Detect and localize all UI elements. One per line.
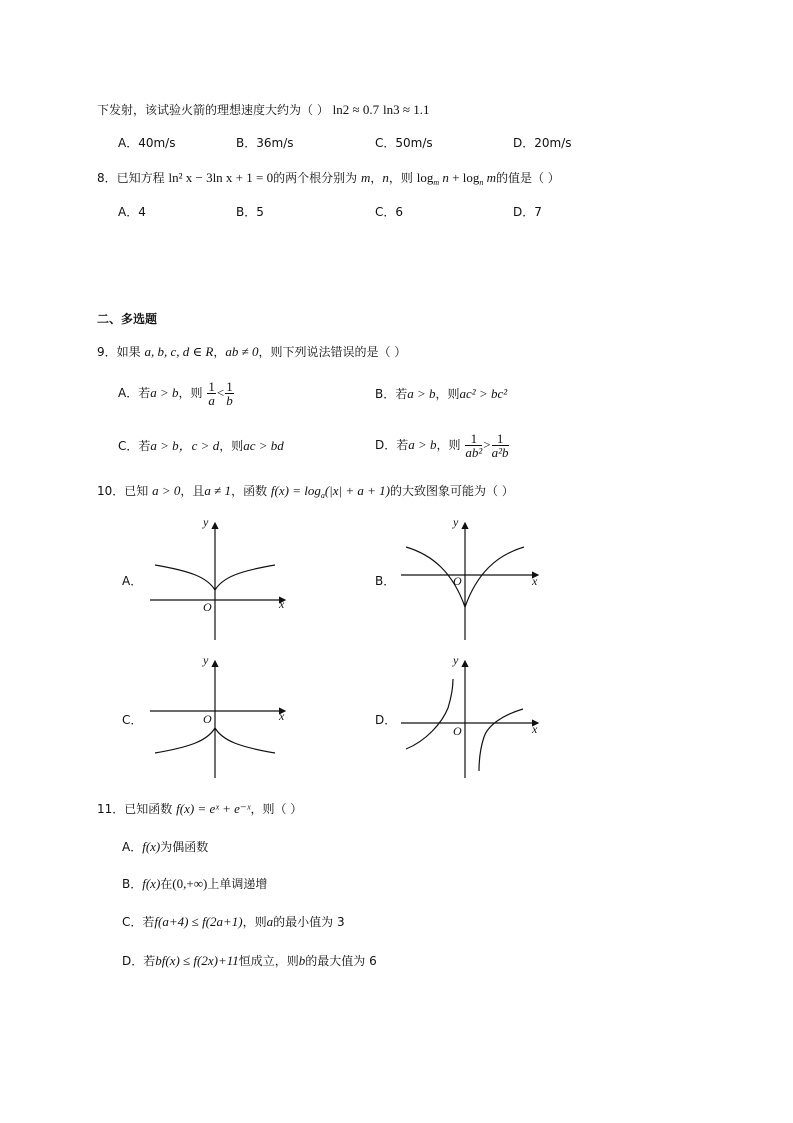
q7-option-c[interactable]: C．50m/s [375, 136, 433, 150]
y-label: y [453, 653, 459, 667]
x-label: x [532, 722, 538, 736]
q9-c-expr: ac > bd [243, 438, 284, 453]
q11-number: 11． [97, 802, 125, 816]
q8-var-m: m [360, 170, 371, 185]
q9-option-b[interactable]: B．若a > b，则ac² > bc² [375, 386, 508, 401]
q11-option-b[interactable]: B．f(x)在(0,+∞)上单调递增 [122, 876, 268, 891]
q10-number: 10． [97, 484, 125, 498]
q9-b-expr: ac² > bc² [459, 386, 508, 401]
x-label: x [532, 574, 538, 588]
q9-option-c[interactable]: C．若a > b，c > d，则ac > bd [118, 438, 284, 453]
q11-option-d[interactable]: D．若bf(x) ≤ f(2x)+11恒成立，则b的最大值为 6 [122, 953, 377, 968]
q9-suffix: ，则下列说法错误的是（ ） [258, 345, 407, 359]
q8-option-d[interactable]: D．7 [513, 205, 542, 219]
q11-option-c[interactable]: C．若f(a+4) ≤ f(2a+1)，则a的最小值为 3 [122, 914, 345, 929]
q7-ref-ln3: ln3 ≈ 1.1 [382, 102, 430, 117]
q10-option-d-label[interactable]: D． [375, 713, 397, 727]
curve-right [479, 709, 523, 771]
origin-label: O [453, 724, 462, 738]
q10-graph-a[interactable] [145, 515, 295, 643]
q8-mid2: ，则 [388, 171, 413, 185]
q8-suffix: 的值是（ ） [495, 171, 560, 185]
q8-expression: $\log_m n + \log_n m$ [416, 170, 496, 187]
q11-option-a[interactable]: A．f(x)为偶函数 [122, 839, 209, 854]
q8-line: 8．已知方程 ln² x − 3ln x + 1 = 0的两个根分别为 m，n，则 $\log_m n + \log_n m$的值是（ ） [97, 170, 560, 187]
q10-line: 10．已知 a > 0，且a ≠ 1，函数 $f(x) = \log_a(|x| + a + 1)$的大致图象可能为（ ） [97, 483, 514, 500]
q9-d-frac1: $\frac{1}{\text{ab²}}$ [465, 431, 483, 460]
x-label: x [279, 709, 285, 723]
q10-graph-d[interactable] [398, 653, 548, 781]
q9-prefix: 如果 [116, 345, 141, 359]
q9-option-a[interactable]: A．若a > b，则 $\frac{1}{a}$ < $\frac{1}{b}$ [118, 379, 233, 408]
q9-option-d[interactable]: D．若a > b，则 $\frac{1}{\text{ab²}}$ > $\frac{1}{\text{a²b}}$ [375, 431, 509, 460]
q10-cond1: a > 0 [152, 483, 181, 498]
q11-line: 11．已知函数 f(x) = eˣ + e⁻ˣ，则（ ） [97, 801, 303, 816]
q8-option-b[interactable]: B．5 [236, 205, 264, 219]
section-title: 二、多选题 [97, 312, 158, 326]
origin-label: O [203, 712, 212, 726]
q8-mid: 的两个根分别为 [273, 171, 358, 185]
origin-label: O [203, 600, 212, 614]
q7-text: 下发射，该试验火箭的理想速度大约为（ ） [97, 103, 329, 117]
q10-cond2: a ≠ 1 [204, 483, 232, 498]
q9-line: 9．如果 a, b, c, d ∈ R，ab ≠ 0，则下列说法错误的是（ ） [97, 344, 407, 359]
x-label: x [279, 597, 285, 611]
q10-graph-b[interactable] [398, 515, 548, 643]
q8-number: 8． [97, 171, 117, 185]
q10-func: $f(x) = \log_a(|x| + a + 1)$ [270, 483, 390, 500]
q10-option-a-label[interactable]: A． [122, 574, 143, 588]
q8-equation: ln² x − 3ln x + 1 = 0 [168, 170, 274, 185]
q11-suffix: ，则（ ） [250, 802, 303, 816]
q8-option-c[interactable]: C．6 [375, 205, 404, 219]
q7-ref-ln2: ln2 ≈ 0.7 [332, 102, 380, 117]
y-label: y [453, 515, 459, 529]
q9-a-frac2: $\frac{1}{b}$ [226, 379, 233, 408]
y-label: y [203, 515, 209, 529]
q10-suffix: 的大致图象可能为（ ） [389, 484, 514, 498]
origin-label: O [453, 574, 462, 588]
q9-vars: a, b, c, d ∈ R [144, 344, 214, 359]
q9-a-frac1: $\frac{1}{a}$ [208, 379, 215, 408]
q7-option-b[interactable]: B．36m/s [236, 136, 294, 150]
q9-number: 9． [97, 345, 117, 359]
q7-line [97, 101, 429, 119]
y-label: y [203, 653, 209, 667]
q10-option-b-label[interactable]: B． [375, 574, 396, 588]
q7-option-a[interactable]: A．40m/s [118, 136, 176, 150]
q9-d-frac2: $\frac{1}{\text{a²b}}$ [491, 431, 509, 460]
q7-option-d[interactable]: D．20m/s [513, 136, 572, 150]
q8-option-a[interactable]: A．4 [118, 205, 146, 219]
q8-prefix: 已知方程 [116, 171, 165, 185]
q10-option-c-label[interactable]: C． [122, 713, 143, 727]
q10-graph-c[interactable] [145, 653, 295, 781]
q11-func: f(x) = eˣ + e⁻ˣ [176, 801, 251, 816]
q8-var-n: n [382, 170, 389, 185]
curve-left [406, 679, 453, 749]
q9-cond: ab ≠ 0 [225, 344, 259, 359]
